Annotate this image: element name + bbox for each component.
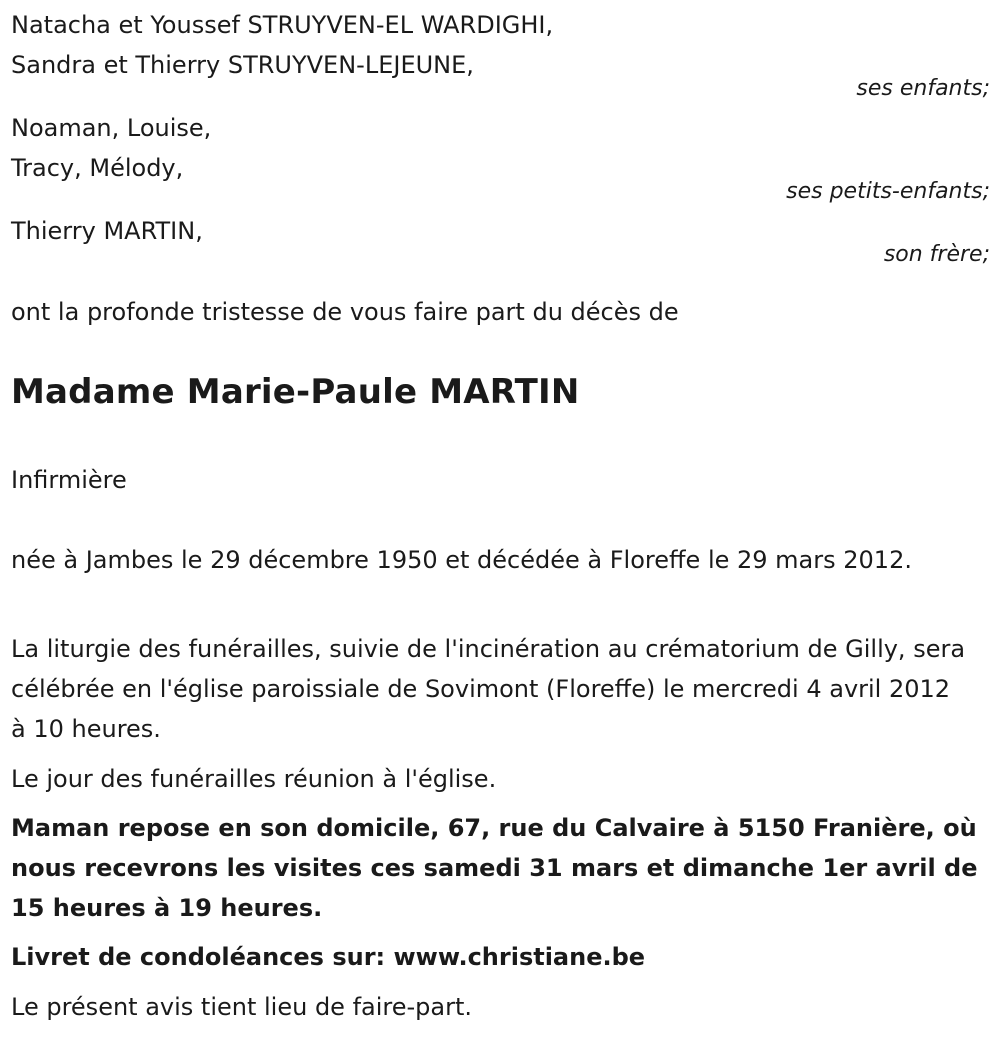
grandchild-line-2: Tracy, Mélody, (11, 154, 184, 182)
grandchildren-block (11, 108, 990, 188)
child-line-2: Sandra et Thierry STRUYVEN-LEJEUNE, (11, 51, 474, 79)
visits-paragraph: Maman repose en son domicile, 67, rue du Calvaire à 5150 Franière, où nous recevrons les visites ces samedi 31 mars et dimanche 1er avril de 15 heures à 19 heures. (11, 814, 978, 922)
birth-death-paragraph: née à Jambes le 29 décembre 1950 et décédée à Floreffe le 29 mars 2012. (11, 546, 912, 574)
children-block (11, 5, 990, 85)
gathering-paragraph: Le jour des funérailles réunion à l'église. (11, 765, 497, 793)
brother-line: Thierry MARTIN, (11, 217, 203, 245)
grandchildren-role: ses petits-enfants; (786, 179, 990, 204)
children-role: ses enfants; (856, 76, 990, 101)
child-line-1: Natacha et Youssef STRUYVEN-EL WARDIGHI, (11, 11, 554, 39)
brother-role: son frère; (883, 242, 990, 267)
grandchild-line-1: Noaman, Louise, (11, 114, 212, 142)
announcement-text: ont la profonde tristesse de vous faire part du décès de (11, 298, 679, 326)
deceased-profession: Infirmière (11, 466, 127, 494)
liturgy-paragraph: La liturgie des funérailles, suivie de l'incinération au crématorium de Gilly, sera célébrée en l'église paroissiale de Sovimont (Floreffe) le mercredi 4 avril 2012 à 10 heures. (11, 635, 966, 743)
deceased-name: Madame Marie-Paule MARTIN (11, 372, 580, 412)
notice-paragraph: Le présent avis tient lieu de faire-part. (11, 993, 473, 1021)
condolences-paragraph: Livret de condoléances sur: www.christiane.be (11, 943, 646, 971)
